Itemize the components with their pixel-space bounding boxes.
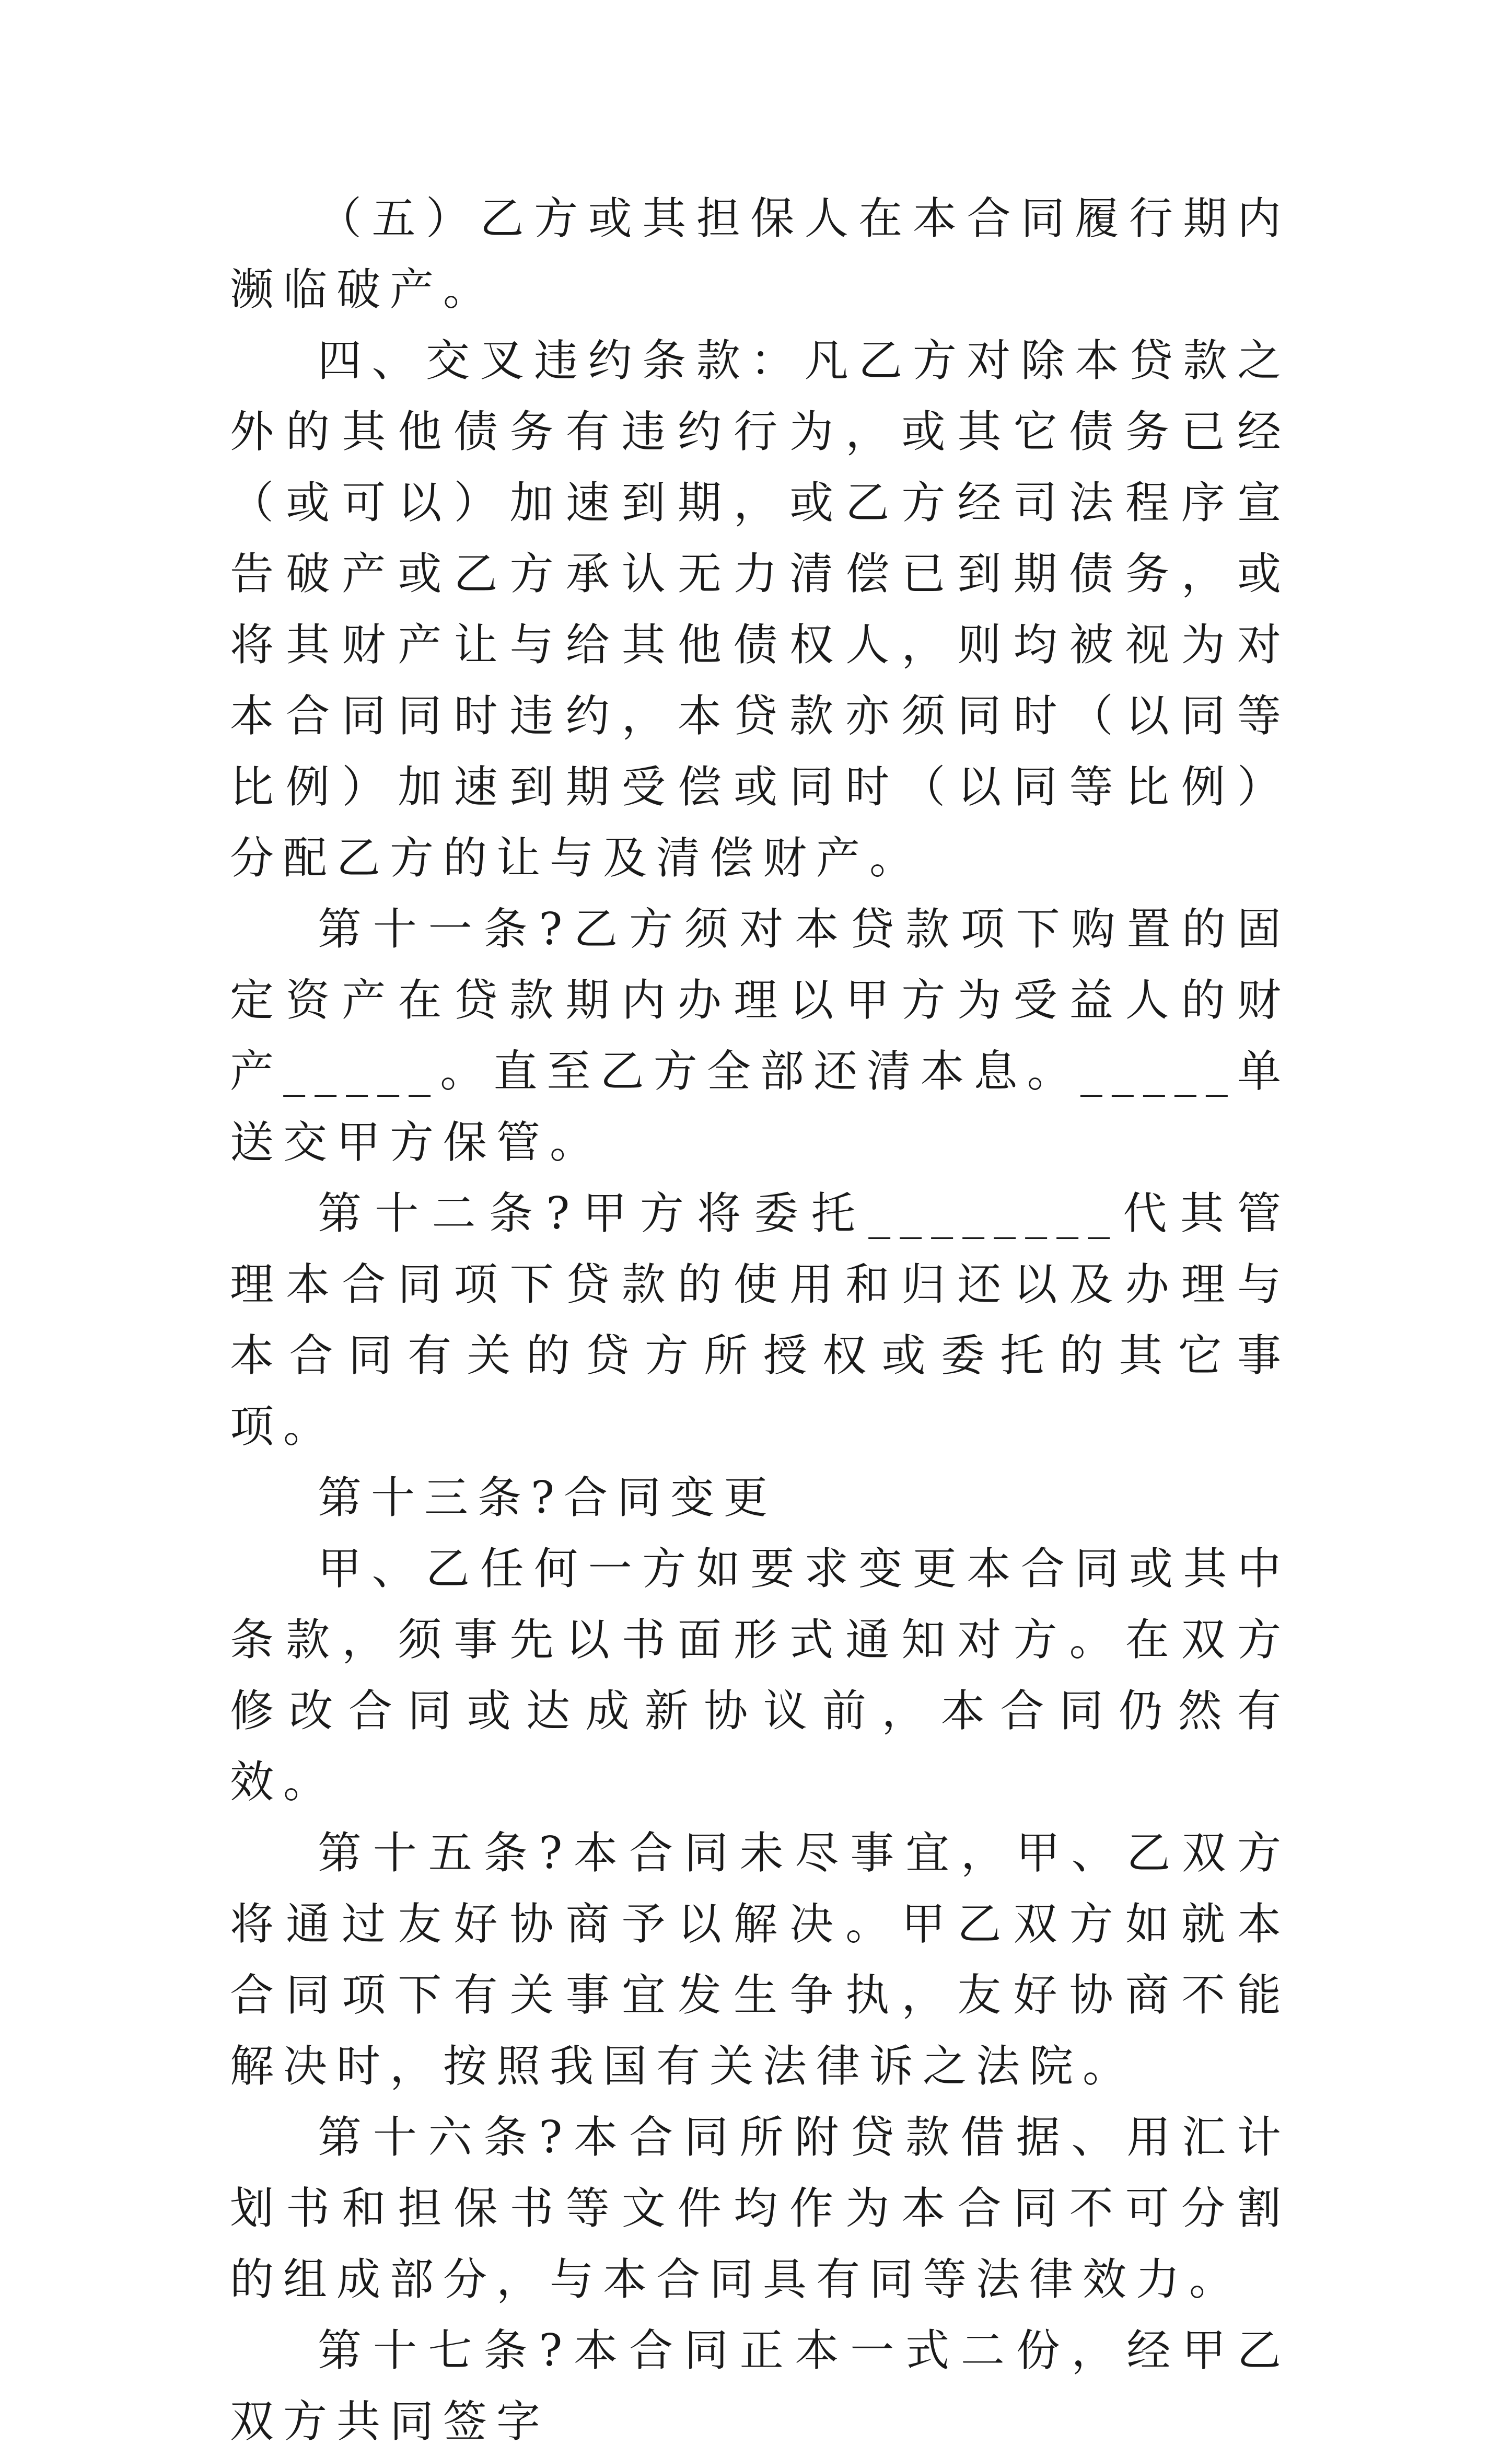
- paragraph-article-13-body: 甲、乙任何一方如要求变更本合同或其中条款，须事先以书面形式通知对方。在双方修改合同或达成新协议前，本合同仍然有效。: [230, 1543, 1290, 1807]
- document-body: [230, 183, 1290, 2457]
- paragraph-article-11: 第十一条?乙方须对本贷款项下购置的固定资产在贷款期内办理以甲方为受益人的财产_____。直至乙方全部还清本息。_____单送交甲方保管。: [230, 903, 1290, 1168]
- paragraph-article-17: 第十七条?本合同正本一式二份，经甲乙双方共同签字: [230, 2325, 1290, 2447]
- paragraph-article-15: 第十五条?本合同未尽事宜，甲、乙双方将通过友好协商予以解决。甲乙双方如就本合同项下有关事宜发生争执，友好协商不能解决时，按照我国有关法律诉之法院。: [230, 1827, 1290, 2092]
- paragraph-article-12: 第十二条?甲方将委托________代其管理本合同项下贷款的使用和归还以及办理与本合同有关的贷方所授权或委托的其它事项。: [230, 1188, 1290, 1452]
- paragraph-cross-default: 四、交叉违约条款：凡乙方对除本贷款之外的其他债务有违约行为，或其它债务已经（或可以）加速到期，或乙方经司法程序宣告破产或乙方承认无力清偿已到期债务，或将其财产让与给其他债权人，则均被视为对本合同同时违约，本贷款亦须同时（以同等比例）加速到期受偿或同时（以同等比例）分配乙方的让与及清偿财产。: [230, 335, 1290, 884]
- paragraph-clause-5: （五）乙方或其担保人在本合同履行期内濒临破产。: [230, 193, 1290, 315]
- paragraph-article-13-heading: 第十三条?合同变更: [318, 1472, 777, 1523]
- paragraph-article-16: 第十六条?本合同所附贷款借据、用汇计划书和担保书等文件均作为本合同不可分割的组成部分，与本合同具有同等法律效力。: [230, 2112, 1290, 2305]
